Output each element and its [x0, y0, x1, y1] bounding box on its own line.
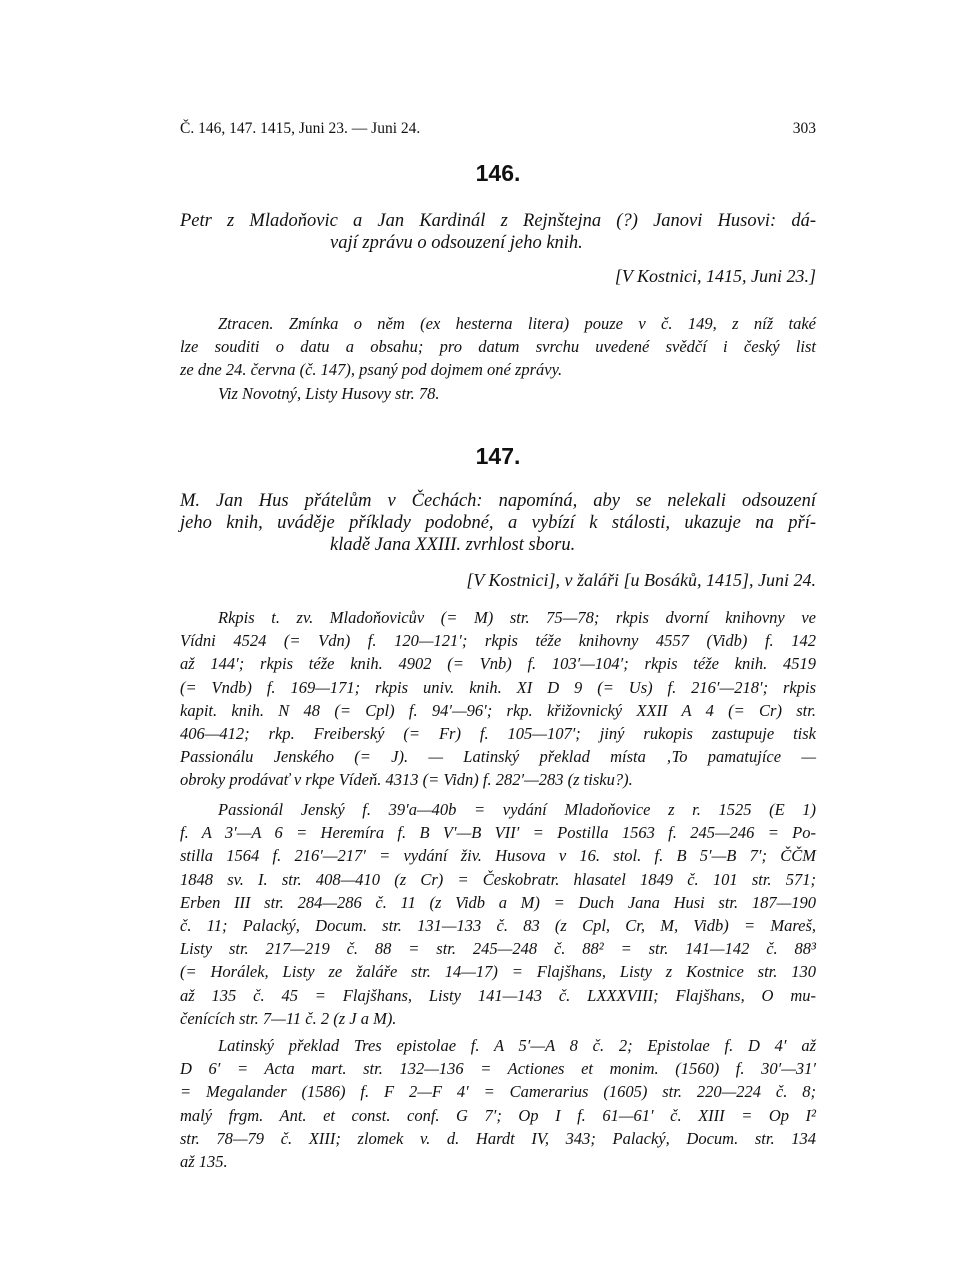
text-line: čenících str. 7—11 č. 2 (z J a M).	[180, 1008, 397, 1028]
note-line: Viz Novotný, Listy Husovy str. 78.	[218, 383, 440, 403]
text-line: (= Horálek, Listy ze žaláře str. 14—17) = Flajšhans, Listy z Kostnice str. 130	[180, 962, 816, 982]
document-number-146: 146.	[475, 160, 521, 186]
text-line: Erben III str. 284—286 č. 11 (z Vidb a M) = Duch Jana Husi str. 187—190	[180, 892, 816, 912]
text-line: až 144′; rkpis téže knih. 4902 (= Vnb) f. 103′—104′; rkpis téže knih. 4519	[180, 654, 816, 674]
place-date-147: [V Kostnici], v žaláři [u Bosáků, 1415], Juni 24.	[466, 570, 816, 590]
text-line: Latinský překlad Tres epistolae f. A 5′—A 8 č. 2; Epistolae f. D 4′ až	[218, 1036, 816, 1055]
text-line: D 6′ = Acta mart. str. 132—136 = Actiones et monim. (1560) f. 30′—31′	[180, 1059, 816, 1079]
text-line: č. 11; Palacký, Docum. str. 131—133 č. 83 (z Cpl, Cr, M, Vidb) = Mareš,	[180, 916, 816, 936]
title-line: vají zprávu o odsouzení jeho knih.	[330, 233, 583, 253]
text-line: Listy str. 217—219 č. 88 = str. 245—248 č. 88² = str. 141—142 č. 88³	[180, 939, 816, 959]
text-line: malý frgm. Ant. et const. conf. G 7′; Op I f. 61—61′ č. XIII = Op I²	[180, 1105, 816, 1125]
text-line: až 135.	[180, 1152, 228, 1172]
title-line: jeho knih, uváděje příklady podobné, a vybízí k stálosti, ukazuje na pří-	[180, 513, 816, 533]
text-line: stilla 1564 f. 216′—217′ = vydání živ. Husova v 16. stol. f. B 5′—B 7′; ČČM	[180, 846, 816, 866]
text-line: Rkpis t. zv. Mladoňovicův (= M) str. 75—78; rkpis dvorní knihovny ve	[218, 608, 816, 627]
text-line: Vídni 4524 (= Vdn) f. 120—121′; rkpis téže knihovny 4557 (Vidb) f. 142	[180, 631, 816, 651]
text-line: = Megalander (1586) f. F 2—F 4′ = Camerarius (1605) str. 220—224 č. 8;	[180, 1082, 816, 1102]
text-line: kapit. knih. N 48 (= Cpl) f. 94′—96′; rkp. křižovnický XXII A 4 (= Cr) str.	[180, 700, 816, 720]
document-number-147: 147.	[475, 443, 521, 469]
text-line: 1848 sv. I. str. 408—410 (z Cr) = Českobratr. hlasatel 1849 č. 101 str. 571;	[180, 869, 816, 889]
running-header-title: Č. 146, 147. 1415, Juni 23. — Juni 24.	[180, 120, 421, 137]
text-line: (= Vndb) f. 169—171; rkpis univ. knih. XI D 9 (= Us) f. 216′—218′; rkpis	[180, 677, 816, 697]
editions-paragraph	[180, 798, 816, 1030]
page-number: 303	[792, 120, 816, 137]
manuscripts-paragraph	[180, 606, 816, 792]
title-line: M. Jan Hus přátelům v Čechách: napomíná, aby se nelekali odsouzení	[180, 491, 816, 511]
text-line: f. A 3′—A 6 = Heremíra f. B V′—B VII′ = Postilla 1563 f. 245—246 = Po-	[180, 823, 816, 843]
text-line: 406—412; rkp. Freiberský (= Fr) f. 105—107′; jiný rukopis zastupuje tisk	[180, 724, 816, 744]
document-title-147	[180, 490, 816, 556]
text-line: Passionálu Jenského (= J). — Latinský překlad místa ‚To pamatujíce —	[180, 747, 816, 767]
note-line: Ztracen. Zmínka o něm (ex hesterna litera) pouze v č. 149, z níž také	[218, 314, 816, 333]
note-line: ze dne 24. června (č. 147), psaný pod dojmem oné zprávy.	[180, 360, 563, 380]
running-header	[180, 120, 816, 138]
title-line: Petr z Mladoňovic a Jan Kardinál z Rejnštejna (?) Janovi Husovi: dá-	[180, 211, 816, 231]
latin-translations-paragraph	[180, 1034, 816, 1173]
text-line: až 135 č. 45 = Flajšhans, Listy 141—143 č. LXXXVIII; Flajšhans, O mu-	[180, 985, 816, 1005]
text-line: obroky prodávať v rkpe Vídeň. 4313 (= Vidn) f. 282′—283 (z tisku?).	[180, 770, 633, 790]
title-line: kladě Jana XXIII. zvrhlost sboru.	[330, 535, 576, 555]
text-line: Passionál Jenský f. 39′a—40b = vydání Mladoňovice z r. 1525 (E 1)	[218, 800, 816, 819]
note-line: lze souditi o datu a obsahu; pro datum svrchu uvedené svědčí i český list	[180, 337, 816, 357]
text-line: str. 78—79 č. XIII; zlomek v. d. Hardt IV, 343; Palacký, Docum. str. 134	[180, 1128, 816, 1148]
document-title-146	[180, 210, 816, 254]
place-date-146: [V Kostnici, 1415, Juni 23.]	[614, 266, 816, 286]
note-146	[180, 312, 816, 405]
